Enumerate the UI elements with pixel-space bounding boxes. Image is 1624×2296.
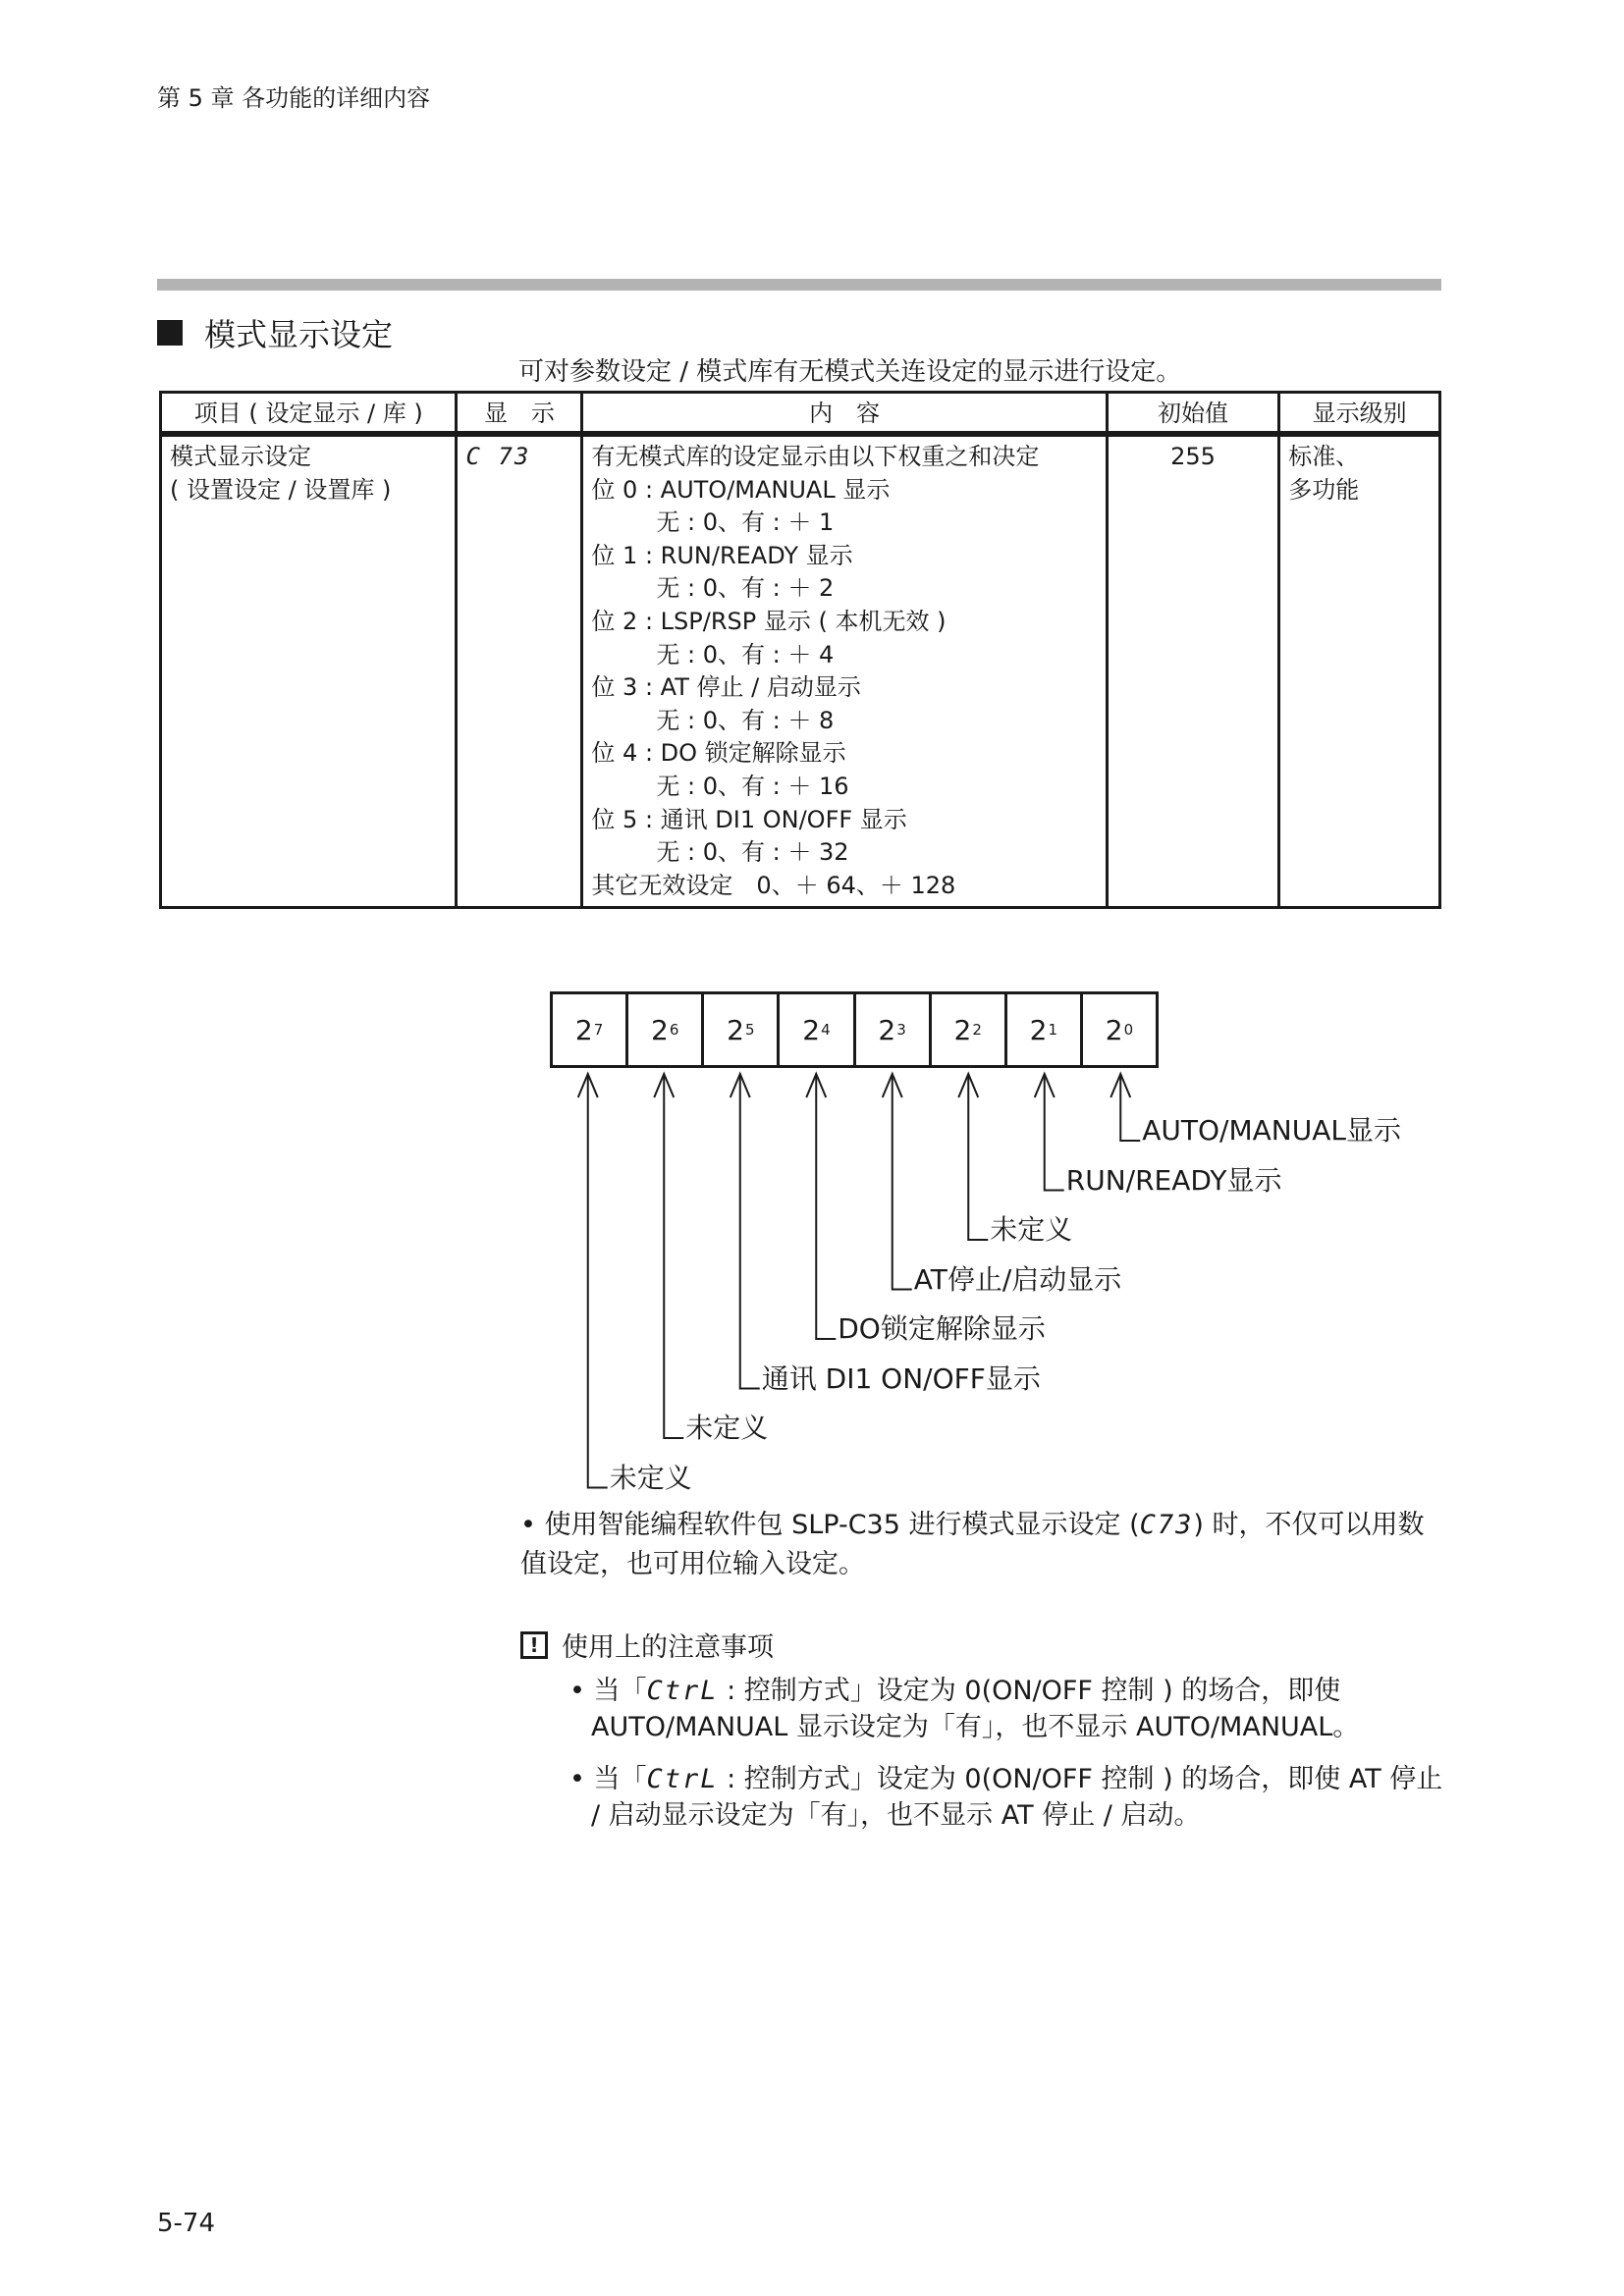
bit-arrow-line xyxy=(816,1074,836,1339)
section-intro: 可对参数设定 / 模式库有无模式关连设定的显示进行设定。 xyxy=(518,357,1182,387)
caution-list xyxy=(569,1673,1443,1849)
content-line: 无 : 0、有 : ＋ 1 xyxy=(656,508,835,537)
note-paragraph xyxy=(520,1506,1443,1584)
bit-box: 2 1 xyxy=(1007,994,1083,1065)
content-line: 无 : 0、有 : ＋ 2 xyxy=(656,574,835,603)
content-line: 位 5 : 通讯 DI1 ON/OFF 显示 xyxy=(591,805,907,833)
bit-label: 未定义 xyxy=(990,1213,1073,1246)
page-number: 5-74 xyxy=(157,2209,216,2238)
content-line: 无 : 0、有 : ＋ 8 xyxy=(656,706,835,734)
content-line: 位 2 : LSP/RSP 显示 ( 本机无效 ) xyxy=(591,607,947,635)
content-line: 位 0 : AUTO/MANUAL 显示 xyxy=(591,475,891,504)
bit-arrow-line xyxy=(968,1074,988,1240)
caution-heading xyxy=(520,1626,774,1664)
level-line-2: 多功能 xyxy=(1288,475,1360,504)
bit-box: 2 6 xyxy=(628,994,704,1065)
bit-arrow-line xyxy=(664,1074,683,1438)
caution-item: • 当「CtrL : 控制方式」设定为 0(ON/OFF 控制 ) 的场合，即使 AT 停止 / 启动显示设定为「有」，也不显示 AT 停止 / 启动。 xyxy=(569,1764,1443,1831)
header-display: 显 示 xyxy=(457,393,582,435)
header-content: 内 容 xyxy=(582,393,1107,435)
content-line: 位 3 : AT 停止 / 启动显示 xyxy=(591,673,861,702)
content-line: 其它无效设定 0、＋ 64、＋ 128 xyxy=(591,871,956,899)
caution-item: • 当「CtrL : 控制方式」设定为 0(ON/OFF 控制 ) 的场合，即使 AUTO/MANUAL 显示设定为「有」，也不显示 AUTO/MANUAL。 xyxy=(569,1676,1360,1742)
header-item: 项目 ( 设定显示 / 库 ) xyxy=(161,393,457,435)
bit-box: 2 2 xyxy=(932,994,1007,1065)
chapter-heading: 第 5 章 各功能的详细内容 xyxy=(157,84,431,112)
bit-box: 2 7 xyxy=(553,994,628,1065)
note-text-pre: • 使用智能编程软件包 SLP-C35 进行模式显示设定 ( xyxy=(520,1510,1140,1540)
bit-label: 未定义 xyxy=(609,1461,692,1494)
header-level: 显示级别 xyxy=(1279,393,1440,435)
item-name: 模式显示设定 xyxy=(170,443,311,470)
bit-box: 2 5 xyxy=(704,994,780,1065)
header-initial: 初始值 xyxy=(1107,393,1278,435)
bit-box: 2 3 xyxy=(856,994,932,1065)
bit-label: DO锁定解除显示 xyxy=(838,1312,1046,1345)
bit-label: RUN/READY显示 xyxy=(1065,1163,1282,1197)
exclamation-box-icon: ! xyxy=(520,1631,548,1659)
display-code: C 73 xyxy=(465,443,531,470)
content-line: 无 : 0、有 : ＋ 4 xyxy=(656,640,835,668)
bit-label: 未定义 xyxy=(685,1412,769,1444)
bit-label: 通讯 DI1 ON/OFF显示 xyxy=(761,1362,1041,1395)
content-line: 无 : 0、有 : ＋ 16 xyxy=(656,772,849,800)
content-line: 位 1 : RUN/READY 显示 xyxy=(591,541,853,569)
caution-title: 使用上的注意事项 xyxy=(562,1632,774,1663)
bit-label: AUTO/MANUAL显示 xyxy=(1142,1114,1401,1147)
content-line: 位 4 : DO 锁定解除显示 xyxy=(591,739,846,768)
content-line: 无 : 0、有 : ＋ 32 xyxy=(656,838,849,867)
bit-box: 2 4 xyxy=(780,994,855,1065)
bit-label: AT停止/启动显示 xyxy=(913,1262,1122,1296)
bit-box: 2 0 xyxy=(1105,1013,1134,1046)
bit-arrow-line xyxy=(588,1074,608,1488)
cell-initial: 255 xyxy=(1107,434,1278,908)
bit-arrow-line xyxy=(1120,1074,1140,1141)
section-title-text: 模式显示设定 xyxy=(204,316,394,353)
content-line: 有无模式库的设定显示由以下权重之和决定 xyxy=(591,443,1040,470)
bit-arrow-line xyxy=(893,1074,912,1290)
note-text-post: ) 时，不仅可以用数值设定，也可用位输入设定。 xyxy=(520,1510,1425,1579)
note-code: C73 xyxy=(1139,1510,1194,1540)
level-line-1: 标准、 xyxy=(1288,443,1360,470)
item-bank: ( 设置设定 / 设置库 ) xyxy=(170,475,392,504)
bit-arrow-line xyxy=(1045,1074,1064,1191)
bit-arrow-line xyxy=(740,1074,760,1389)
